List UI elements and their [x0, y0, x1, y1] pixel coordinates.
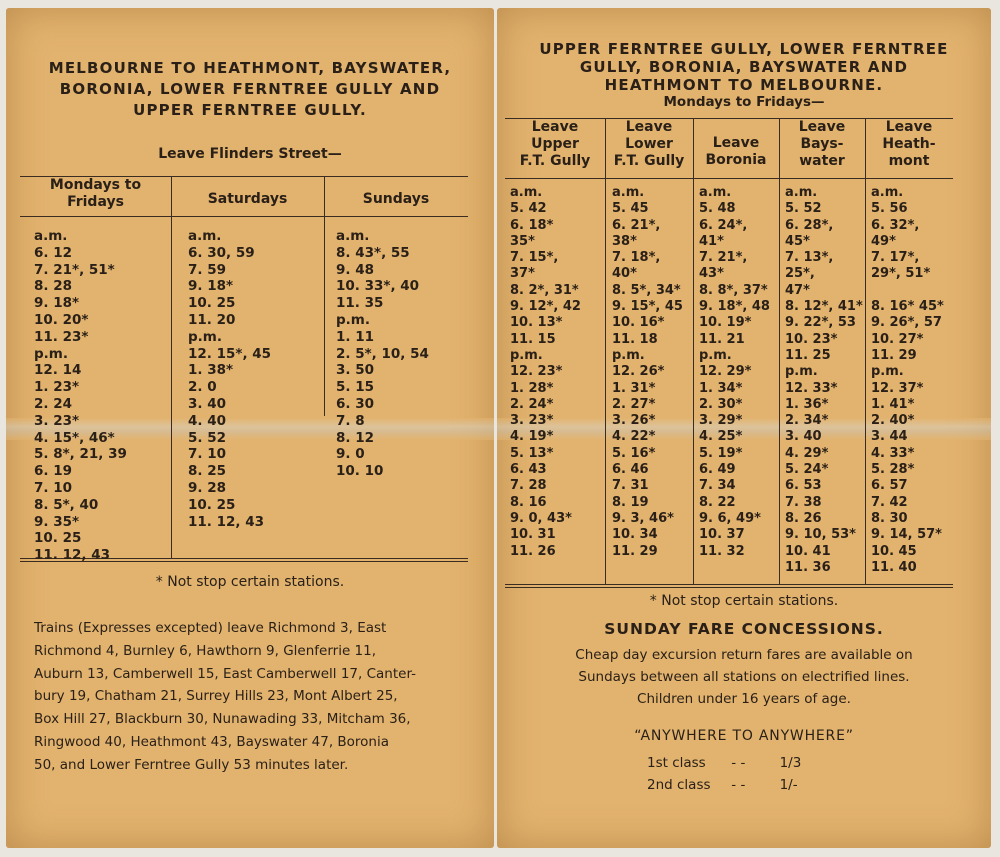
time-entry: 9. 48 — [336, 261, 375, 278]
time-entry: 6. 30 — [336, 395, 375, 412]
time-entry: 7. 15*, — [510, 250, 559, 266]
time-entry: 4. 22* — [612, 429, 656, 445]
paragraph-line: Richmond 4, Burnley 6, Hawthorn 9, Glenferrie 11, — [34, 642, 377, 659]
table-rule — [505, 178, 953, 179]
header-line: Fridays — [67, 194, 124, 210]
time-entry: 9. 0 — [336, 446, 365, 463]
time-entry: 5. 45 — [612, 201, 649, 217]
time-entry: 12. 29* — [699, 364, 752, 380]
time-entry: 2. 40* — [871, 413, 915, 429]
time-entry: 12. 23* — [510, 364, 563, 380]
time-entry: 7. 34 — [699, 478, 736, 494]
column-header-upper-ftg — [505, 119, 605, 170]
time-entry: 9. 10, 53* — [785, 527, 856, 543]
right-subtitle: Mondays to Fridays— — [663, 94, 825, 110]
column-header-sundays: Sundays — [362, 191, 430, 207]
time-entry: 5. 15 — [336, 379, 375, 396]
time-entry: 5. 48 — [699, 201, 736, 217]
column-divider — [779, 118, 780, 584]
time-entry: 8. 2*, 31* — [510, 282, 579, 298]
time-entry: 35* — [510, 233, 535, 249]
time-entry: 10. 19* — [699, 315, 752, 331]
column-header-mon-fri — [20, 177, 171, 211]
time-entry: 8. 5*, 40 — [34, 496, 99, 513]
anywhere-title: “ANYWHERE TO ANYWHERE” — [634, 728, 854, 744]
right-title-line: GULLY, BORONIA, BAYSWATER AND — [579, 58, 909, 76]
bayswater-times — [785, 185, 863, 576]
time-entry: 3. 23* — [34, 412, 80, 429]
fare-price: 1/3 — [779, 755, 802, 771]
time-entry: 8. 43*, 55 — [336, 244, 410, 261]
time-entry: 29*, 51* — [871, 266, 931, 282]
time-entry: 9. 3, 46* — [612, 510, 674, 526]
time-entry: 7. 59 — [188, 261, 227, 278]
time-entry: 9. 14, 57* — [871, 527, 942, 543]
left-title-line: MELBOURNE TO HEATHMONT, BAYSWATER, — [48, 59, 452, 77]
fare-class: 2nd class — [647, 777, 711, 793]
time-entry: 5. 42 — [510, 201, 547, 217]
time-entry: 7. 31 — [612, 478, 649, 494]
time-entry: 7. 10 — [188, 446, 227, 463]
time-entry: 11. 32 — [699, 543, 745, 559]
time-entry: a.m. — [34, 228, 68, 244]
time-entry: 8. 22 — [699, 494, 736, 510]
header-line: Lower — [625, 136, 673, 152]
fare-table — [647, 752, 801, 796]
time-entry: 41* — [699, 233, 724, 249]
right-title-line: HEATHMONT TO MELBOURNE. — [604, 76, 884, 94]
column-divider — [171, 176, 172, 558]
time-entry: 10. 16* — [612, 315, 665, 331]
time-entry: 10. 25 — [188, 295, 236, 312]
header-line: mont — [888, 153, 930, 169]
time-entry: 10. 45 — [871, 543, 917, 559]
time-entry: 45* — [785, 233, 810, 249]
time-entry: 40* — [612, 266, 637, 282]
column-divider — [865, 118, 866, 584]
time-entry: 5. 24* — [785, 462, 829, 478]
time-entry: p.m. — [510, 347, 543, 363]
time-entry: 4. 33* — [871, 445, 915, 461]
time-entry: 6. 21*, — [612, 217, 661, 233]
time-entry: 49* — [871, 233, 896, 249]
time-entry: 4. 40 — [188, 412, 227, 429]
time-entry: 12. 33* — [785, 380, 838, 396]
time-entry: 6. 32*, — [871, 217, 920, 233]
time-entry: a.m. — [699, 185, 732, 200]
time-entry: p.m. — [699, 347, 732, 363]
time-entry: 8. 8*, 37* — [699, 282, 768, 298]
fare-row — [647, 774, 801, 796]
time-entry: p.m. — [871, 364, 904, 380]
left-title — [6, 58, 494, 121]
time-entry: 38* — [612, 233, 637, 249]
time-entry: 5. 52 — [188, 429, 227, 446]
time-entry: 10. 41 — [785, 543, 831, 559]
time-entry: 11. 35 — [336, 295, 384, 312]
time-entry: 3. 26* — [612, 413, 656, 429]
time-entry: 11. 12, 43 — [188, 513, 265, 530]
header-line: Mondays to — [49, 177, 142, 193]
boronia-times — [699, 185, 770, 560]
time-entry: 6. 30, 59 — [188, 244, 255, 261]
mon-fri-times — [34, 228, 127, 564]
header-line: Leave — [531, 119, 579, 135]
time-entry: 3. 23* — [510, 413, 554, 429]
table-rule — [505, 584, 953, 585]
time-entry: 7. 21*, 51* — [34, 261, 115, 278]
time-entry: 9. 18* — [188, 278, 234, 295]
time-entry: p.m. — [34, 345, 68, 362]
time-entry: 11. 21 — [699, 331, 745, 347]
time-entry: a.m. — [188, 228, 222, 244]
lower-ftg-times — [612, 185, 683, 560]
time-entry: 43* — [699, 266, 724, 282]
time-entry: 25*, — [785, 266, 815, 282]
time-entry: 8. 5*, 34* — [612, 282, 681, 298]
header-line: Leave — [885, 119, 933, 135]
time-entry: 10. 31 — [510, 527, 556, 543]
time-entry: 2. 34* — [785, 413, 829, 429]
time-entry: 10. 13* — [510, 315, 563, 331]
time-entry: 5. 8*, 21, 39 — [34, 446, 127, 463]
column-divider — [324, 176, 325, 416]
time-entry: 6. 57 — [871, 478, 908, 494]
time-entry: 8. 30 — [871, 510, 908, 526]
time-entry: 5. 56 — [871, 201, 908, 217]
time-entry: 10. 25 — [34, 530, 82, 547]
concession-title: SUNDAY FARE CONCESSIONS. — [604, 620, 884, 638]
time-entry: 5. 52 — [785, 201, 822, 217]
time-entry: 6. 19 — [34, 463, 73, 480]
left-title-line: UPPER FERNTREE GULLY. — [133, 101, 367, 119]
time-entry: 8. 16* 45* — [871, 299, 944, 315]
fare-row — [647, 752, 801, 774]
time-entry: a.m. — [612, 185, 645, 200]
time-entry: 7. 10 — [34, 479, 73, 496]
time-entry: 10. 23* — [785, 331, 838, 347]
time-entry: 3. 29* — [699, 413, 743, 429]
time-entry: 1. 34* — [699, 380, 743, 396]
time-entry: 9. 12*, 42 — [510, 299, 581, 315]
time-entry: 7. 21*, — [699, 250, 748, 266]
table-rule — [505, 587, 953, 588]
left-timetable-page — [6, 8, 494, 848]
fare-dashes: - - — [731, 777, 746, 793]
time-entry: 9. 26*, 57 — [871, 315, 942, 331]
time-entry: 3. 40 — [785, 429, 822, 445]
header-line: Boronia — [705, 152, 767, 168]
column-header-boronia — [693, 135, 779, 169]
column-header-heathmont — [865, 119, 953, 170]
time-entry: 10. 25 — [188, 496, 236, 513]
time-entry: 12. 15*, 45 — [188, 345, 272, 362]
time-entry: 6. 53 — [785, 478, 822, 494]
time-entry: 1. 38* — [188, 362, 234, 379]
time-entry: 10. 27* — [871, 331, 924, 347]
time-entry: 5. 16* — [612, 445, 656, 461]
column-header-bayswater — [779, 119, 865, 170]
column-header-saturdays: Saturdays — [207, 191, 288, 207]
time-entry: 8. 16 — [510, 494, 547, 510]
time-entry: p.m. — [785, 364, 818, 380]
time-entry: 6. 28*, — [785, 217, 834, 233]
time-entry: 10. 10 — [336, 463, 384, 480]
time-entry: p.m. — [336, 311, 370, 328]
left-subtitle: Leave Flinders Street— — [158, 146, 342, 162]
time-entry: 9. 6, 49* — [699, 510, 761, 526]
time-entry: 11. 15 — [510, 331, 556, 347]
time-entry: 2. 30* — [699, 396, 743, 412]
time-entry: 1. 41* — [871, 396, 915, 412]
time-entry: 8. 25 — [188, 463, 227, 480]
time-entry: 11. 23* — [34, 328, 89, 345]
header-line: Heath- — [882, 136, 936, 152]
time-entry: 7. 18*, — [612, 250, 661, 266]
time-entry: 5. 13* — [510, 445, 554, 461]
paragraph-line: Ringwood 40, Heathmont 43, Bayswater 47, Boronia — [34, 733, 390, 750]
time-entry — [871, 283, 944, 299]
concession-line: Sundays between all stations on electrified lines. — [578, 669, 910, 685]
time-entry: 12. 14 — [34, 362, 82, 379]
paragraph-line: Auburn 13, Camberwell 15, East Camberwell 17, Canter- — [34, 665, 417, 682]
time-entry: 4. 15*, 46* — [34, 429, 115, 446]
left-title-line: BORONIA, LOWER FERNTREE GULLY AND — [59, 80, 441, 98]
time-entry: 6. 18* — [510, 217, 554, 233]
fare-class: 1st class — [647, 755, 706, 771]
time-entry: 47* — [785, 282, 810, 298]
time-entry: 7. 8 — [336, 412, 365, 429]
header-line: water — [799, 153, 845, 169]
time-entry: 1. 23* — [34, 379, 80, 396]
header-line: Leave — [798, 119, 846, 135]
time-entry: 4. 19* — [510, 429, 554, 445]
heathmont-times — [871, 185, 944, 576]
time-entry: 6. 12 — [34, 244, 73, 261]
time-entry: 11. 20 — [188, 311, 236, 328]
time-entry: 9. 35* — [34, 513, 80, 530]
time-entry: 2. 0 — [188, 379, 217, 396]
paragraph-line: 50, and Lower Ferntree Gully 53 minutes later. — [34, 756, 349, 773]
time-entry: 5. 28* — [871, 462, 915, 478]
time-entry: 11. 12, 43 — [34, 547, 111, 564]
header-line: Upper — [531, 136, 579, 152]
time-entry: 8. 19 — [612, 494, 649, 510]
time-entry: 8. 12*, 41* — [785, 299, 863, 315]
time-entry: 11. 18 — [612, 331, 658, 347]
time-entry: 2. 27* — [612, 396, 656, 412]
time-entry: 3. 44 — [871, 429, 908, 445]
right-footnote: * Not stop certain stations. — [649, 593, 839, 609]
time-entry: a.m. — [336, 228, 370, 244]
column-header-lower-ftg — [605, 119, 693, 170]
paragraph-line: Trains (Expresses excepted) leave Richmond 3, East — [34, 620, 387, 636]
time-entry: 7. 28 — [510, 478, 547, 494]
time-entry: 11. 25 — [785, 347, 831, 363]
richmond-paragraph — [34, 617, 416, 777]
paragraph-line: bury 19, Chatham 21, Surrey Hills 23, Mont Albert 25, — [34, 688, 398, 705]
time-entry: 10. 37 — [699, 527, 745, 543]
header-line: Leave — [625, 119, 673, 135]
time-entry: 2. 5*, 10, 54 — [336, 345, 429, 362]
time-entry: 7. 13*, — [785, 250, 834, 266]
time-entry: 7. 17*, — [871, 250, 920, 266]
time-entry: 1. 31* — [612, 380, 656, 396]
time-entry: 10. 20* — [34, 311, 89, 328]
fare-price: 1/- — [779, 777, 798, 793]
header-line: F.T. Gully — [613, 153, 685, 169]
concession-line: Children under 16 years of age. — [637, 691, 851, 707]
time-entry: 7. 42 — [871, 494, 908, 510]
table-rule — [20, 216, 468, 217]
header-line: F.T. Gully — [519, 153, 591, 169]
header-line: Bays- — [800, 136, 844, 152]
paragraph-line: Box Hill 27, Blackburn 30, Nunawading 33, Mitcham 36, — [34, 711, 411, 728]
header-line: Leave — [712, 135, 760, 151]
time-entry: 4. 25* — [699, 429, 743, 445]
time-entry: a.m. — [510, 185, 543, 200]
time-entry: 6. 43 — [510, 462, 547, 478]
time-entry: 9. 18*, 48 — [699, 299, 770, 315]
time-entry: 10. 34 — [612, 527, 658, 543]
concession-line: Cheap day excursion return fares are available on — [575, 647, 913, 663]
time-entry: 11. 29 — [612, 543, 658, 559]
sunday-times — [336, 228, 429, 480]
time-entry: 9. 22*, 53 — [785, 315, 856, 331]
time-entry: a.m. — [785, 185, 818, 200]
time-entry: 11. 26 — [510, 543, 556, 559]
right-timetable-page — [497, 8, 991, 848]
column-divider — [605, 118, 606, 584]
time-entry: 11. 36 — [785, 559, 831, 575]
time-entry: 12. 26* — [612, 364, 665, 380]
time-entry: 3. 50 — [336, 362, 375, 379]
time-entry: 6. 24*, — [699, 217, 748, 233]
time-entry: 1. 28* — [510, 380, 554, 396]
time-entry: 10. 33*, 40 — [336, 278, 420, 295]
time-entry: 8. 12 — [336, 429, 375, 446]
time-entry: p.m. — [188, 328, 222, 345]
time-entry: 1. 36* — [785, 396, 829, 412]
time-entry: a.m. — [871, 185, 904, 200]
time-entry: 9. 15*, 45 — [612, 299, 683, 315]
time-entry: 4. 29* — [785, 445, 829, 461]
time-entry: 8. 28 — [34, 278, 73, 295]
right-title-line: UPPER FERNTREE GULLY, LOWER FERNTREE — [539, 40, 949, 58]
time-entry: 2. 24* — [510, 396, 554, 412]
fare-dashes: - - — [731, 755, 746, 771]
time-entry: 1. 11 — [336, 328, 375, 345]
upper-ftg-times — [510, 185, 581, 560]
saturday-times — [188, 228, 271, 530]
time-entry: 12. 37* — [871, 380, 924, 396]
time-entry: 7. 38 — [785, 494, 822, 510]
time-entry: 3. 40 — [188, 395, 227, 412]
time-entry: 11. 29 — [871, 347, 917, 363]
time-entry: 11. 40 — [871, 559, 917, 575]
time-entry: 8. 26 — [785, 510, 822, 526]
time-entry: 37* — [510, 266, 535, 282]
time-entry: 5. 19* — [699, 445, 743, 461]
concession-text — [497, 644, 991, 710]
time-entry: 6. 46 — [612, 462, 649, 478]
time-entry: 2. 24 — [34, 395, 73, 412]
time-entry: 9. 28 — [188, 479, 227, 496]
left-footnote: * Not stop certain stations. — [155, 574, 345, 590]
time-entry: 6. 49 — [699, 462, 736, 478]
right-title — [497, 40, 991, 94]
time-entry: 9. 18* — [34, 295, 80, 312]
time-entry: 9. 0, 43* — [510, 510, 572, 526]
time-entry: p.m. — [612, 347, 645, 363]
column-divider — [693, 118, 694, 584]
